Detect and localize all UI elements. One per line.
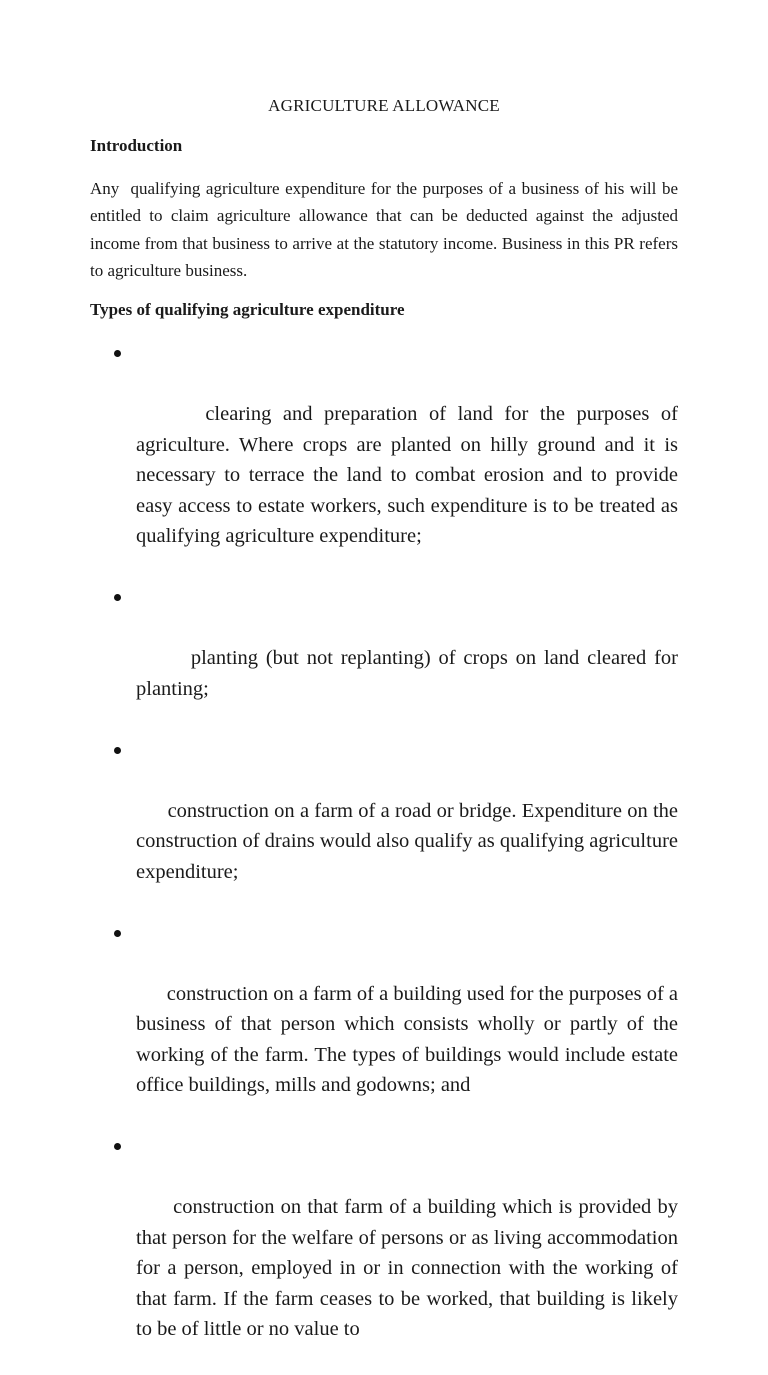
bullet-icon [114, 747, 121, 754]
document-title: AGRICULTURE ALLOWANCE [268, 96, 500, 115]
list-item [110, 1131, 684, 1375]
list-item [110, 338, 684, 582]
bullet-icon [114, 930, 121, 937]
list-item-text: construction on a farm of a building used for the purposes of a business of that person which consists wholly or partly of the working of the farm. The types of buildings would include estate office buildings, mills and godowns; and [136, 982, 684, 1096]
bullet-icon [114, 1143, 121, 1150]
list-item-text: clearing and preparation of land for the purposes of agriculture. Where crops are planted on hilly ground and it is necessary to terrace the land to combat erosion and to provide easy access to estate workers, such expenditure is to be treated as qualifying agriculture expenditure; [136, 403, 684, 547]
types-heading: Types of qualifying agriculture expenditure [90, 300, 405, 319]
list-item [110, 735, 684, 918]
introduction-paragraph: Any qualifying agriculture expenditure for the purposes of a business of his will be entitled to claim agriculture allowance that can be deducted against the adjusted income from that business to arrive at the statutory income. Business in this PR refers to agriculture business. [90, 179, 683, 280]
expenditure-list [110, 338, 684, 1375]
introduction-heading: Introduction [90, 136, 183, 155]
list-item-text: planting (but not replanting) of crops on land cleared for planting; [136, 647, 684, 700]
bullet-icon [114, 594, 121, 601]
bullet-icon [114, 350, 121, 357]
list-item-text: construction on a farm of a road or bridge. Expenditure on the construction of drains would also qualify as qualifying agriculture expenditure; [136, 799, 684, 883]
list-item [110, 582, 684, 735]
list-item [110, 918, 684, 1132]
list-item-text: construction on that farm of a building which is provided by that person for the welfare of persons or as living accommodation for a person, employed in or in connection with the working of that farm. If the farm ceases to be worked, that building is likely to be of little or no value to [136, 1196, 684, 1340]
